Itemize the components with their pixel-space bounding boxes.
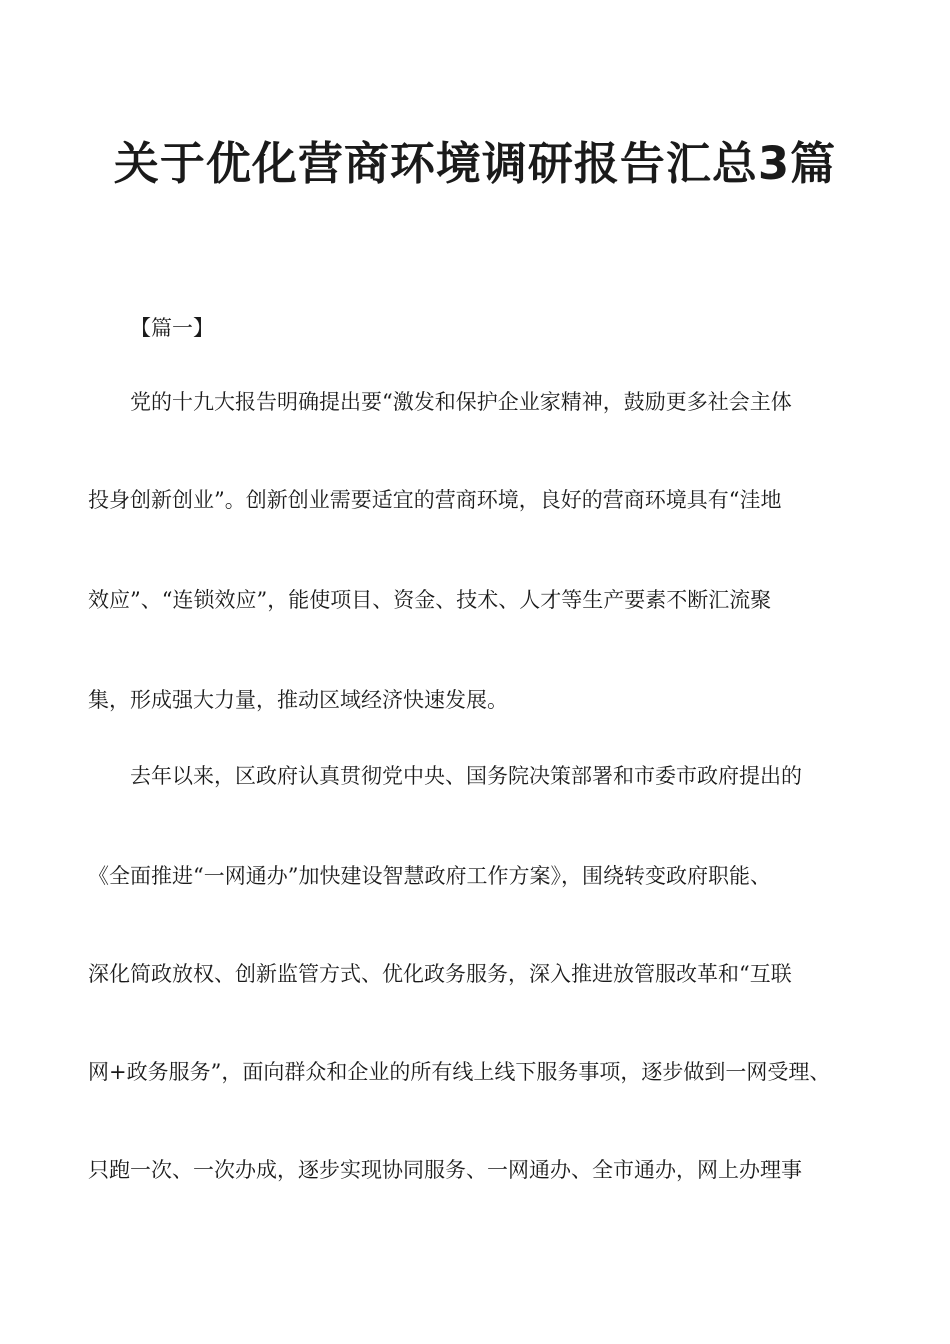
body-line-9: 只跑一次、一次办成，逐步实现协同服务、一网通办、全市通办，网上办理事: [88, 1158, 802, 1182]
body-line-4: 集，形成强大力量，推动区域经济快速发展。: [88, 688, 508, 712]
document-title: 关于优化营商环境调研报告汇总3篇: [113, 137, 837, 190]
section-heading: 【篇一】: [130, 316, 214, 340]
body-line-6: 《全面推进“一网通办”加快建设智慧政府工作方案》，围绕转变政府职能、: [88, 864, 771, 888]
body-line-7: 深化简政放权、创新监管方式、优化政务服务，深入推进放管服改革和“互联: [88, 962, 792, 986]
body-line-2: 投身创新创业”。创新创业需要适宜的营商环境，良好的营商环境具有“洼地: [88, 488, 782, 512]
body-line-1: 党的十九大报告明确提出要“激发和保护企业家精神，鼓励更多社会主体: [130, 390, 792, 414]
body-line-3: 效应”、“连锁效应”，能使项目、资金、技术、人才等生产要素不断汇流聚: [88, 588, 772, 612]
body-line-8: 网+政务服务”，面向群众和企业的所有线上线下服务事项，逐步做到一网受理、: [88, 1060, 831, 1084]
body-line-5: 去年以来，区政府认真贯彻党中央、国务院决策部署和市委市政府提出的: [130, 764, 802, 788]
